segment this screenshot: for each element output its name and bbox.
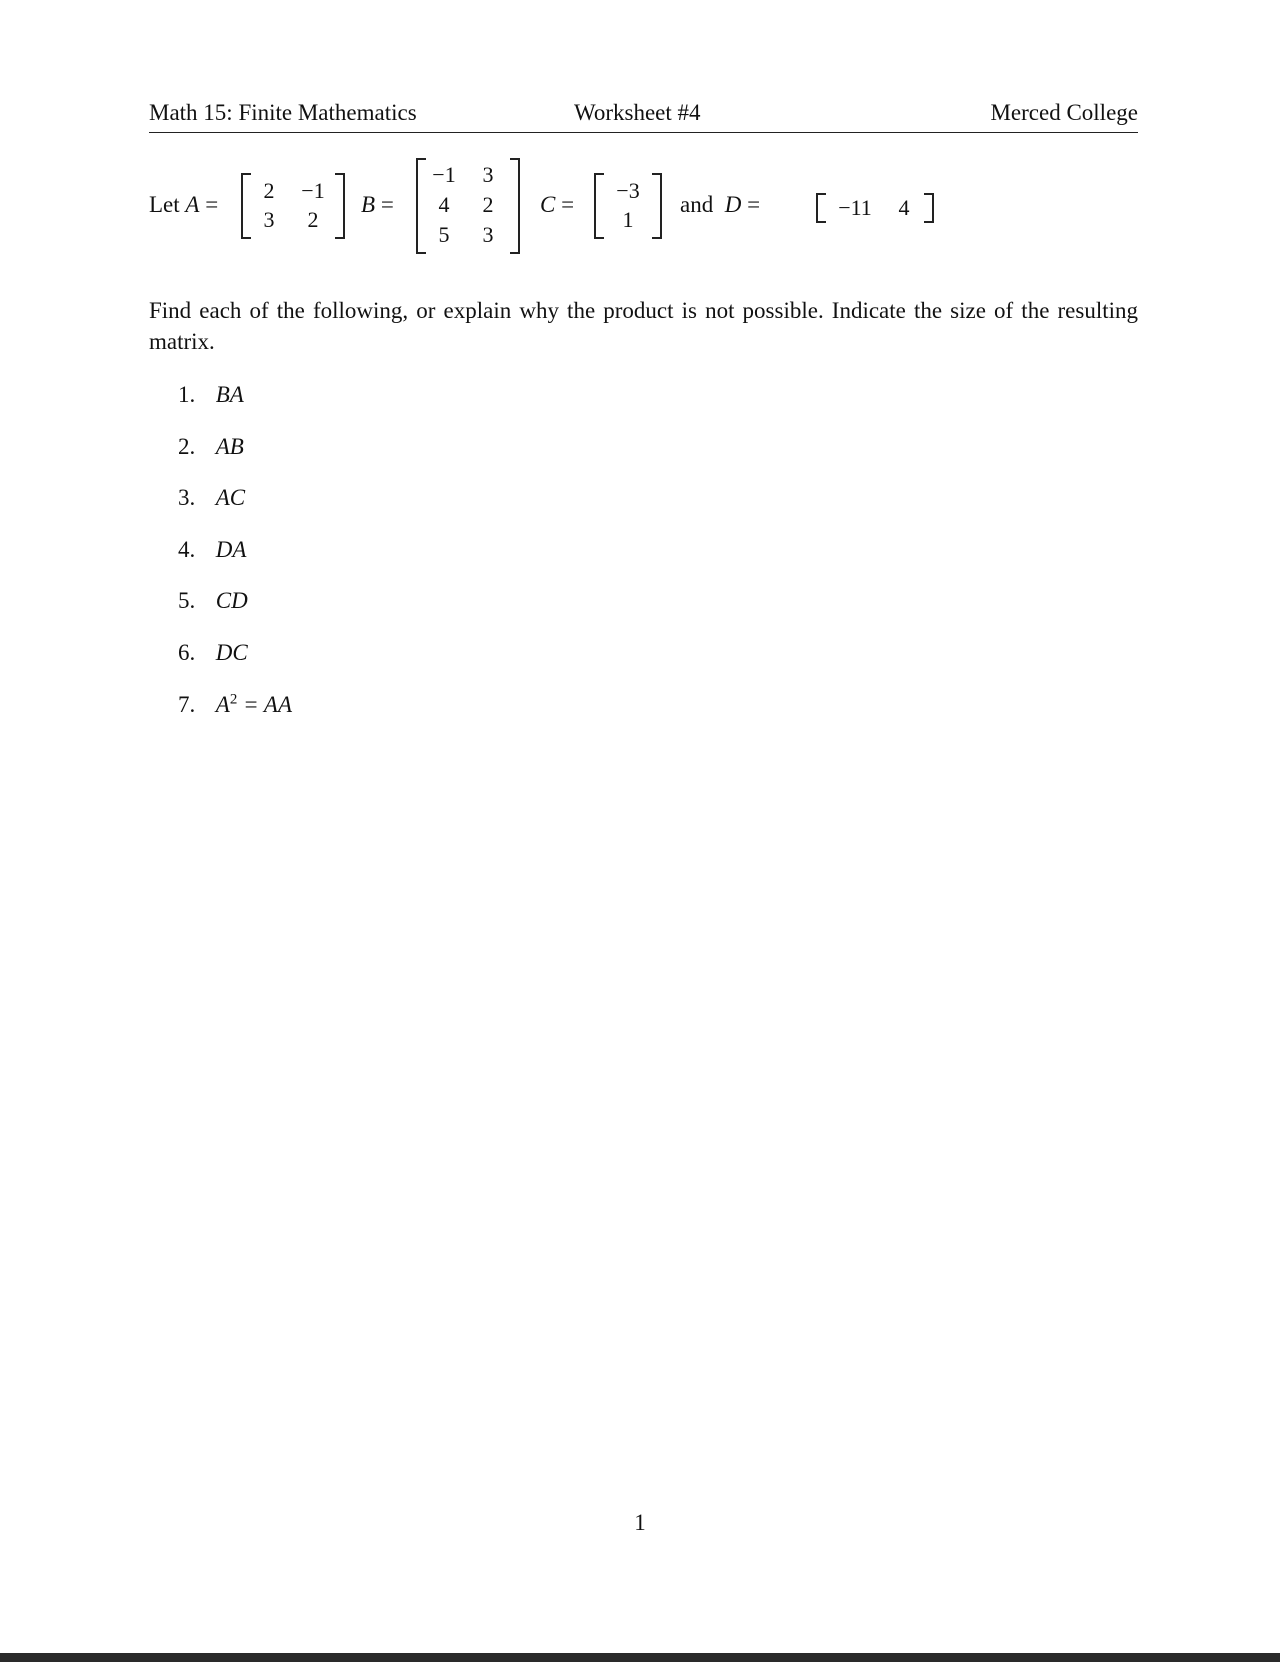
matrix-d-cell: 4 [898, 195, 910, 220]
institution-name: Merced College [990, 100, 1138, 125]
problem-number: 7. [178, 691, 196, 717]
instructions-text: Find each of the following, or explain why the product is not possible. Indicate the size of the resulting matrix. [149, 298, 1138, 354]
matrix-d-name: D [724, 192, 742, 217]
equals-sign: = [205, 192, 219, 217]
matrix-b-name: B [361, 192, 376, 217]
matrix-b-cell: −1 [432, 162, 456, 187]
matrix-c-cell: 1 [622, 207, 634, 232]
and-label: and [680, 192, 714, 217]
matrix-b [416, 158, 520, 254]
list-item [178, 640, 292, 692]
list-item [178, 434, 292, 486]
matrix-d-cell: −11 [838, 195, 872, 220]
matrix-b-cell: 3 [482, 162, 494, 187]
problem-number: 4. [178, 536, 196, 562]
course-title: Math 15: Finite Mathematics [149, 100, 417, 125]
let-label: Let [149, 192, 180, 217]
matrix-d [816, 193, 934, 223]
worksheet-title: Worksheet #4 [574, 100, 701, 125]
problem-expression: AC [215, 485, 246, 510]
problem-rest: = AA [237, 691, 293, 717]
matrix-c [594, 173, 662, 239]
problem-base: A [215, 691, 230, 717]
matrix-a-name: A [185, 192, 200, 217]
problem-expression: BA [215, 382, 244, 407]
matrix-a-cell: 2 [307, 207, 319, 232]
problem-expression: DC [215, 639, 248, 665]
problem-number: 5. [178, 588, 196, 613]
problem-expression: AB [215, 433, 244, 459]
matrix-c-name: C [540, 192, 556, 217]
problem-expression: DA [215, 536, 247, 562]
problem-number: 6. [178, 639, 196, 665]
equals-sign: = [747, 192, 761, 217]
problem-number: 3. [178, 485, 196, 510]
equals-sign: = [561, 192, 575, 217]
matrix-c-cell: −3 [616, 178, 640, 203]
list-item [178, 588, 292, 640]
matrix-a-cell: 2 [263, 178, 275, 203]
matrix-b-cell: 5 [438, 222, 450, 247]
matrix-a-cell: −1 [301, 178, 325, 203]
matrix-b-cell: 3 [482, 222, 494, 247]
matrix-a [241, 173, 345, 239]
problem-exponent: 2 [229, 691, 238, 707]
matrix-b-cell: 2 [482, 192, 494, 217]
list-item [178, 485, 292, 537]
problem-list [178, 382, 292, 743]
problem-expression [216, 692, 292, 717]
matrix-a-cell: 3 [263, 207, 275, 232]
list-item [178, 382, 292, 434]
page-number: 1 [634, 1510, 646, 1535]
bottom-bar [0, 1653, 1280, 1662]
page-header [149, 100, 1138, 133]
list-item [178, 691, 292, 743]
matrix-b-cell: 4 [438, 192, 450, 217]
equals-sign: = [380, 192, 394, 217]
problem-number: 1. [178, 382, 196, 407]
list-item [178, 537, 292, 589]
problem-number: 2. [178, 433, 196, 459]
problem-expression: CD [215, 588, 248, 613]
